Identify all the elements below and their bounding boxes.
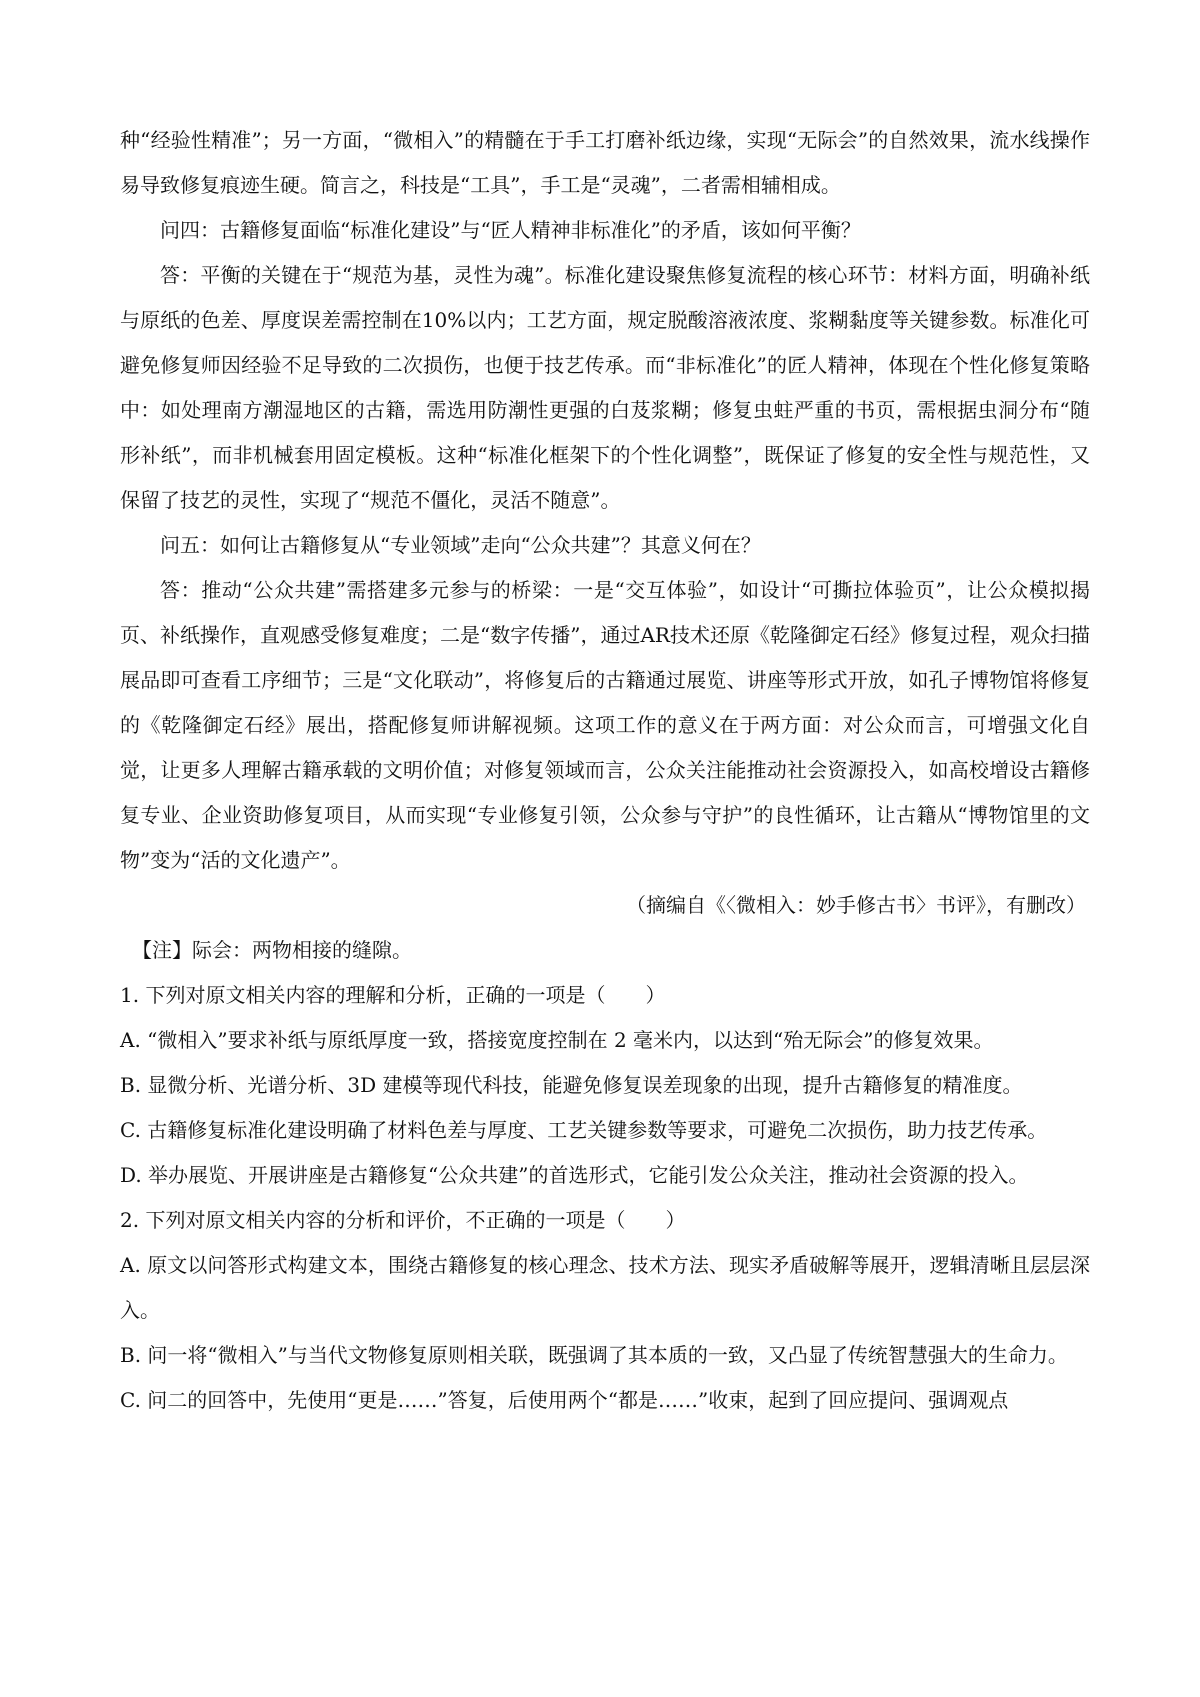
question-four: 问四：古籍修复面临“标准化建设”与“匠人精神非标准化”的矛盾，该如何平衡？ <box>160 218 861 242</box>
question-five: 问五：如何让古籍修复从“专业领域”走向“公众共建”？其意义何在？ <box>160 533 761 557</box>
footnote: 【注】际会：两物相接的缝隙。 <box>132 938 412 962</box>
question-2-option-b: B. 问一将“微相入”与当代文物修复原则相关联，既强调了其本质的一致，又凸显了传统智慧强大的生命力。 <box>120 1343 1068 1367</box>
question-1-option-c: C. 古籍修复标准化建设明确了材料色差与厚度、工艺关键参数等要求，可避免二次损伤，助力技艺传承。 <box>120 1118 1048 1142</box>
question-2-stem: 2. 下列对原文相关内容的分析和评价，不正确的一项是（ ） <box>120 1208 686 1232</box>
question-1-option-d: D. 举办展览、开展讲座是古籍修复“公众共建”的首选形式，它能引发公众关注，推动社会资源的投入。 <box>120 1163 1029 1187</box>
source-citation: （摘编自《〈微相入：妙手修古书〉书评》，有删改） <box>626 893 1086 917</box>
passage-paragraph: 种“经验性精准”；另一方面，“微相入”的精髓在于手工打磨补纸边缘，实现“无际会”的自然效果，流水线操作易导致修复痕迹生硬。简言之，科技是“工具”，手工是“灵魂”，二者需相辅相成。 <box>120 128 1090 197</box>
question-1-option-a: A. “微相入”要求补纸与原纸厚度一致，搭接宽度控制在 2 毫米内，以达到“殆无际会”的修复效果。 <box>120 1028 994 1052</box>
answer-four: 答：平衡的关键在于“规范为基，灵性为魂”。标准化建设聚焦修复流程的核心环节：材料方面，明确补纸与原纸的色差、厚度误差需控制在10%以内；工艺方面，规定脱酸溶液浓度、浆糊黏度等关键参数。标准化可避免修复师因经验不足导致的二次损伤，也便于技艺传承。而“非标准化”的匠人精神，体现在个性化修复策略中：如处理南方潮湿地区的古籍，需选用防潮性更强的白芨浆糊；修复虫蛀严重的书页，需根据虫洞分布“随形补纸”，而非机械套用固定模板。这种“标准化框架下的个性化调整”，既保证了修复的安全性与规范性，又保留了技艺的灵性，实现了“规范不僵化，灵活不随意”。 <box>120 263 1090 512</box>
document-page <box>120 118 1090 1423</box>
question-2-option-a: A. 原文以问答形式构建文本，围绕古籍修复的核心理念、技术方法、现实矛盾破解等展开，逻辑清晰且层层深入。 <box>120 1253 1090 1322</box>
question-1-option-b: B. 显微分析、光谱分析、3D 建模等现代科技，能避免修复误差现象的出现，提升古籍修复的精准度。 <box>120 1073 1023 1097</box>
question-2-option-c: C. 问二的回答中，先使用“更是……”答复，后使用两个“都是……”收束，起到了回应提问、强调观点 <box>120 1388 1009 1412</box>
question-1-stem: 1. 下列对原文相关内容的理解和分析，正确的一项是（ ） <box>120 983 666 1007</box>
answer-five: 答：推动“公众共建”需搭建多元参与的桥梁：一是“交互体验”，如设计“可撕拉体验页”，让公众模拟揭页、补纸操作，直观感受修复难度；二是“数字传播”，通过AR技术还原《乾隆御定石经》修复过程，观众扫描展品即可查看工序细节；三是“文化联动”，将修复后的古籍通过展览、讲座等形式开放，如孔子博物馆将修复的《乾隆御定石经》展出，搭配修复师讲解视频。这项工作的意义在于两方面：对公众而言，可增强文化自觉，让更多人理解古籍承载的文明价值；对修复领域而言，公众关注能推动社会资源投入，如高校增设古籍修复专业、企业资助修复项目，从而实现“专业修复引领，公众参与守护”的良性循环，让古籍从“博物馆里的文物”变为“活的文化遗产”。 <box>120 578 1090 872</box>
